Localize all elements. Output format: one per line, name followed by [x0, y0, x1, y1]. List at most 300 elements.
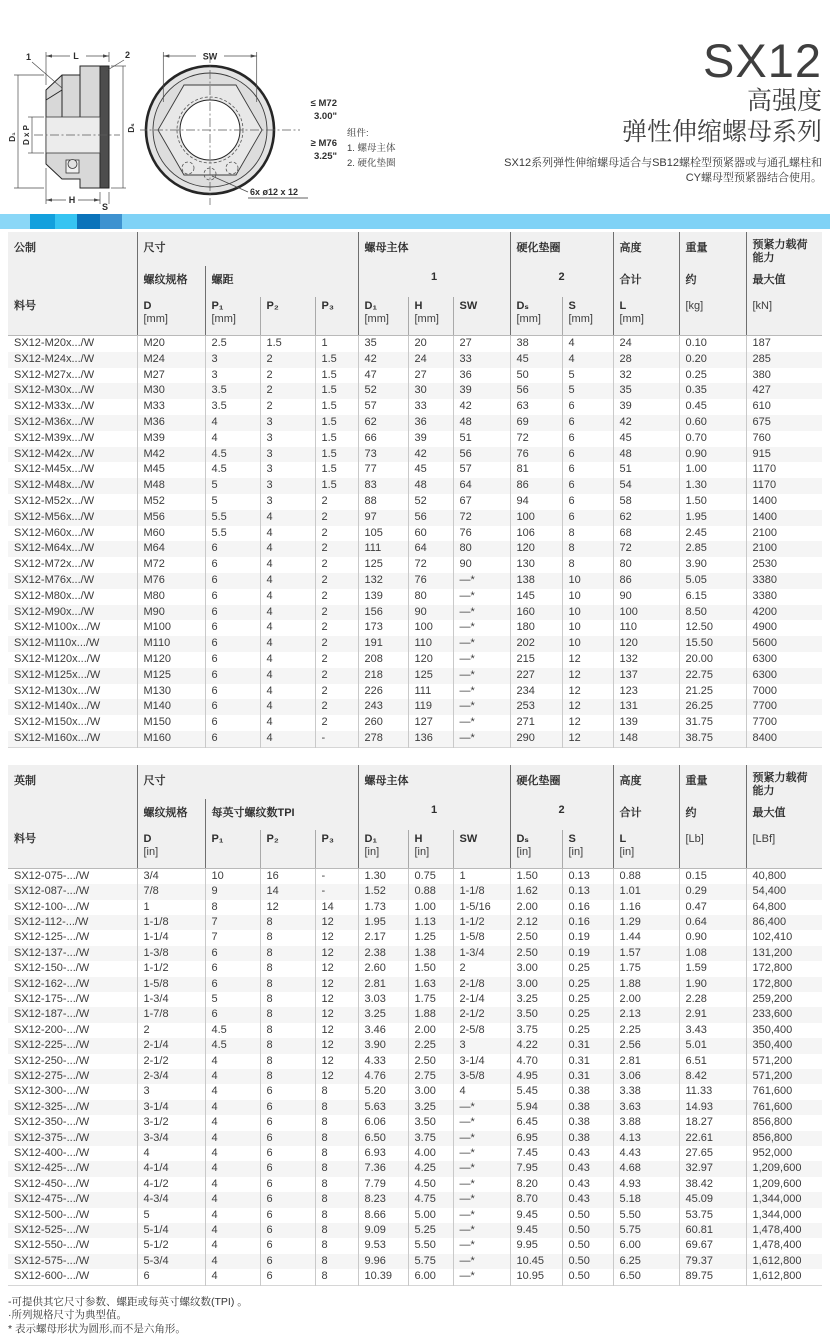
table-cell: 45 — [408, 462, 453, 478]
table-cell: —* — [453, 1146, 510, 1161]
table-row — [8, 415, 822, 431]
table-cell: 4 — [205, 1208, 260, 1223]
table-cell: 4 — [562, 352, 613, 368]
table-cell: 132 — [613, 652, 679, 668]
table-cell: 1 — [453, 868, 510, 884]
table-row — [8, 1069, 822, 1084]
table-cell: 4.5 — [205, 447, 260, 463]
table-cell: 2 — [260, 399, 315, 415]
table-cell: 131 — [613, 699, 679, 715]
table-cell: 0.13 — [562, 884, 613, 899]
table-cell: M72 — [137, 557, 205, 573]
table-row — [8, 1023, 822, 1038]
table-cell: 8 — [315, 1192, 358, 1207]
table-cell: 1 — [137, 900, 205, 915]
table-cell: 1.08 — [679, 946, 746, 961]
table-cell: 3.25 — [358, 1007, 408, 1022]
table-cell: 1.50 — [679, 494, 746, 510]
table-cell: 2 — [260, 383, 315, 399]
col-D: D [in] — [137, 830, 205, 869]
table-cell: 0.25 — [562, 1023, 613, 1038]
table-row — [8, 526, 822, 542]
table-cell: 6 — [562, 447, 613, 463]
table-cell: 1.88 — [408, 1007, 453, 1022]
table-cell: 4 — [562, 336, 613, 352]
table-cell: 6300 — [746, 652, 822, 668]
table-cell: 4 — [260, 652, 315, 668]
table-cell: 6 — [260, 1177, 315, 1192]
table-cell: 8 — [315, 1161, 358, 1176]
table-cell: 172,800 — [746, 961, 822, 976]
table-cell: 3 — [260, 431, 315, 447]
imperial-table-body — [8, 868, 822, 1285]
table-cell: SX12-550-.../W — [14, 1239, 90, 1252]
table-cell: 0.20 — [679, 352, 746, 368]
table-cell: 1.5 — [260, 336, 315, 352]
table-row — [8, 684, 822, 700]
legend-title: 组件: — [347, 128, 369, 139]
table-cell: —* — [453, 605, 510, 621]
table-cell: 3.5 — [205, 399, 260, 415]
imperial-table-header — [8, 765, 822, 869]
table-cell: 1.44 — [613, 930, 679, 945]
table-cell: 2-5/8 — [453, 1023, 510, 1038]
table-cell: 40,800 — [746, 868, 822, 884]
table-cell: 6 — [562, 415, 613, 431]
table-cell: 1.73 — [358, 900, 408, 915]
table-cell: 160 — [510, 605, 562, 621]
table-cell: 5.05 — [679, 573, 746, 589]
col-load: [kN] — [746, 297, 822, 336]
table-cell: 3 — [137, 1084, 205, 1099]
size-note-small-inch: 3.00" — [314, 111, 337, 122]
table-row — [8, 557, 822, 573]
table-cell: 54,400 — [746, 884, 822, 899]
group-preload: 预紧力载荷 能力 — [746, 765, 822, 799]
table-cell: 1.59 — [679, 961, 746, 976]
table-cell: 5 — [205, 992, 260, 1007]
table-cell: 24 — [408, 352, 453, 368]
table-cell: 69.67 — [679, 1238, 746, 1253]
table-cell: M33 — [137, 399, 205, 415]
table-cell: 1.16 — [613, 900, 679, 915]
table-cell: 8400 — [746, 731, 822, 747]
legend-item-nut-body: 1. 螺母主体 — [347, 143, 396, 154]
table-cell: 6.50 — [613, 1269, 679, 1285]
table-cell: 2-1/4 — [137, 1038, 205, 1053]
table-cell: 5 — [137, 1208, 205, 1223]
table-cell: 4 — [205, 1146, 260, 1161]
table-row — [8, 1208, 822, 1223]
table-cell: 2 — [315, 573, 358, 589]
table-row — [8, 1100, 822, 1115]
table-cell: SX12-400-.../W — [14, 1147, 90, 1160]
table-cell: 233,600 — [746, 1007, 822, 1022]
table-cell: 3.38 — [613, 1084, 679, 1099]
col-L: L [in] — [613, 830, 679, 869]
table-cell: 28 — [613, 352, 679, 368]
table-cell: 0.38 — [562, 1100, 613, 1115]
table-cell: 139 — [358, 589, 408, 605]
table-cell: 5-1/4 — [137, 1223, 205, 1238]
table-cell: - — [315, 731, 358, 747]
table-cell: 148 — [613, 731, 679, 747]
table-cell: 1.75 — [613, 961, 679, 976]
table-cell: 8 — [260, 930, 315, 945]
table-cell: 290 — [510, 731, 562, 747]
table-cell: 4.25 — [408, 1161, 453, 1176]
table-cell: 215 — [510, 652, 562, 668]
table-cell: SX12-175-.../W — [14, 992, 90, 1005]
table-cell: 53.75 — [679, 1208, 746, 1223]
table-cell: 2.5 — [205, 336, 260, 352]
table-row — [8, 336, 822, 352]
table-cell: 0.19 — [562, 930, 613, 945]
table-cell: 7.79 — [358, 1177, 408, 1192]
table-cell: 1,478,400 — [746, 1223, 822, 1238]
table-cell: 80 — [408, 589, 453, 605]
table-cell: 51 — [453, 431, 510, 447]
table-cell: 6.00 — [613, 1238, 679, 1253]
table-cell: 38.75 — [679, 731, 746, 747]
table-cell: SX12-275-.../W — [8, 1069, 137, 1084]
table-cell: 4 — [260, 684, 315, 700]
metric-section — [0, 232, 830, 748]
table-cell: 5-3/4 — [137, 1254, 205, 1269]
table-cell: SX12-087-.../W — [8, 884, 137, 899]
table-cell: 27 — [408, 368, 453, 384]
table-cell: —* — [453, 636, 510, 652]
table-cell: 8 — [315, 1115, 358, 1130]
table-cell: 62 — [613, 510, 679, 526]
table-cell: —* — [453, 1177, 510, 1192]
table-row — [8, 915, 822, 930]
table-cell: 6.00 — [408, 1269, 453, 1285]
table-cell: 97 — [358, 510, 408, 526]
table-cell: 7 — [205, 915, 260, 930]
table-cell: SX12-M48x.../W — [8, 478, 137, 494]
table-cell: 12 — [562, 699, 613, 715]
table-cell: 1400 — [746, 510, 822, 526]
table-cell: 2 — [315, 699, 358, 715]
table-cell: 6 — [562, 478, 613, 494]
table-cell: 8 — [315, 1223, 358, 1238]
table-cell: 3 — [260, 447, 315, 463]
table-cell: SX12-M64x.../W — [8, 541, 137, 557]
table-cell: 0.35 — [679, 383, 746, 399]
table-cell: 12 — [562, 668, 613, 684]
table-cell: 3.25 — [510, 992, 562, 1007]
bar-segment — [122, 214, 830, 229]
col-D1: D₁ [mm] — [358, 297, 408, 336]
table-cell: 138 — [510, 573, 562, 589]
table-cell: 20.00 — [679, 652, 746, 668]
table-cell: 4 — [205, 1177, 260, 1192]
table-cell: 4 — [205, 431, 260, 447]
table-cell: 12 — [562, 652, 613, 668]
table-row — [8, 447, 822, 463]
table-cell: 6 — [260, 1161, 315, 1176]
table-cell: 6 — [260, 1238, 315, 1253]
table-cell: 1-1/2 — [137, 961, 205, 976]
table-cell: 8.66 — [358, 1208, 408, 1223]
table-cell: M76 — [137, 573, 205, 589]
table-cell: 7.36 — [358, 1161, 408, 1176]
table-cell: 14 — [315, 900, 358, 915]
table-cell: 42 — [358, 352, 408, 368]
table-cell: 4 — [260, 605, 315, 621]
table-cell: 2 — [315, 620, 358, 636]
table-cell: 7700 — [746, 699, 822, 715]
table-cell: SX12-M24x.../W — [8, 352, 137, 368]
table-cell: 1-3/4 — [453, 946, 510, 961]
table-cell: 260 — [358, 715, 408, 731]
table-cell: SX12-M33x.../W — [14, 400, 95, 413]
table-cell: 4 — [260, 573, 315, 589]
table-cell: 6 — [205, 715, 260, 731]
col-part-number: 料号 — [8, 297, 137, 336]
table-cell: 16 — [260, 868, 315, 884]
table-cell: 106 — [510, 526, 562, 542]
table-cell: —* — [453, 1131, 510, 1146]
table-cell: 18.27 — [679, 1115, 746, 1130]
table-cell: 1,612,800 — [746, 1269, 822, 1285]
table-cell: 56 — [408, 510, 453, 526]
table-cell: SX12-M36x.../W — [8, 415, 137, 431]
table-cell: 90 — [613, 589, 679, 605]
table-cell: 1.88 — [613, 977, 679, 992]
table-cell: 0.43 — [562, 1192, 613, 1207]
table-cell: - — [315, 868, 358, 884]
table-cell: 4 — [260, 699, 315, 715]
table-cell: 9.95 — [510, 1238, 562, 1253]
table-cell: 1.75 — [408, 992, 453, 1007]
table-cell: 4 — [260, 636, 315, 652]
table-cell: 0.43 — [562, 1146, 613, 1161]
table-cell: 64 — [408, 541, 453, 557]
legend-item-washer: 2. 硬化垫圈 — [347, 158, 396, 169]
table-cell: 3.00 — [510, 977, 562, 992]
table-cell: 120 — [510, 541, 562, 557]
group-washer: 硬化垫圈 — [510, 765, 613, 799]
subgroup-total: 合计 — [613, 266, 679, 297]
table-cell: 8 — [260, 946, 315, 961]
table-row — [8, 431, 822, 447]
table-cell: 12 — [315, 1054, 358, 1069]
table-cell: 761,600 — [746, 1100, 822, 1115]
table-cell: 3-3/4 — [137, 1131, 205, 1146]
table-cell: 89.75 — [679, 1269, 746, 1285]
callout-2: 2 — [125, 50, 131, 60]
table-cell: 610 — [746, 399, 822, 415]
table-cell: 90 — [453, 557, 510, 573]
table-cell: 8 — [205, 900, 260, 915]
table-cell: 380 — [746, 368, 822, 384]
title-block — [504, 36, 822, 186]
table-cell: 4 — [205, 1238, 260, 1253]
table-cell: 8 — [315, 1146, 358, 1161]
table-cell: 90 — [408, 605, 453, 621]
table-cell: 4-1/4 — [137, 1161, 205, 1176]
table-cell: 6 — [562, 494, 613, 510]
table-cell: 62 — [358, 415, 408, 431]
table-cell: 6 — [260, 1146, 315, 1161]
table-row — [8, 573, 822, 589]
table-cell: 1-7/8 — [137, 1007, 205, 1022]
col-SW: SW — [453, 297, 510, 336]
table-cell: 2-3/4 — [137, 1069, 205, 1084]
table-cell: M160 — [137, 731, 205, 747]
table-cell: SX12-M120x.../W — [14, 652, 101, 665]
table-cell: 64,800 — [746, 900, 822, 915]
unit-system-label: 公制 — [8, 232, 137, 266]
table-cell: 72 — [408, 557, 453, 573]
table-cell: 0.47 — [679, 900, 746, 915]
table-cell: 0.15 — [679, 868, 746, 884]
table-cell: 2.91 — [679, 1007, 746, 1022]
table-cell: 8.42 — [679, 1069, 746, 1084]
table-cell: 3-1/2 — [137, 1115, 205, 1130]
series-subtitle-2: 弹性伸缩螺母系列 — [621, 118, 822, 146]
table-row — [8, 715, 822, 731]
table-cell: 60 — [408, 526, 453, 542]
table-cell: 5.75 — [408, 1254, 453, 1269]
table-cell: 2.75 — [408, 1069, 453, 1084]
table-cell: 68 — [613, 526, 679, 542]
side-view-diagram — [6, 42, 146, 212]
col-H: H [in] — [408, 830, 453, 869]
table-cell: 427 — [746, 383, 822, 399]
group-nut-body: 螺母主体 — [358, 765, 510, 799]
table-cell: SX12-162-.../W — [8, 977, 137, 992]
table-cell: 1-3/8 — [137, 946, 205, 961]
table-cell: SX12-525-.../W — [8, 1223, 137, 1238]
table-cell: 4.43 — [613, 1146, 679, 1161]
table-cell: 3.25 — [408, 1100, 453, 1115]
table-cell: 2-1/4 — [453, 992, 510, 1007]
table-cell: 0.50 — [562, 1269, 613, 1285]
table-cell: 6 — [205, 731, 260, 747]
dim-wrench-flats-label: SW — [202, 51, 218, 62]
table-cell: 4.22 — [510, 1038, 562, 1053]
table-cell: 33 — [453, 352, 510, 368]
table-cell: 2.00 — [510, 900, 562, 915]
table-cell: 63 — [510, 399, 562, 415]
table-cell: 0.88 — [408, 884, 453, 899]
table-cell: 10.45 — [510, 1254, 562, 1269]
table-cell: 1170 — [746, 462, 822, 478]
table-cell: 3.75 — [408, 1131, 453, 1146]
table-cell: 3-5/8 — [453, 1069, 510, 1084]
table-cell: 10.95 — [510, 1269, 562, 1285]
table-cell: —* — [453, 668, 510, 684]
table-cell: 24 — [613, 336, 679, 352]
bar-segment — [77, 214, 100, 229]
table-cell: SX12-575-.../W — [8, 1254, 137, 1269]
table-cell: 5600 — [746, 636, 822, 652]
table-cell: 64 — [453, 478, 510, 494]
table-cell: —* — [453, 1161, 510, 1176]
table-row — [8, 1223, 822, 1238]
table-cell: M120 — [137, 652, 205, 668]
group-washer: 硬化垫圈 — [510, 232, 613, 266]
table-cell: 2.13 — [613, 1007, 679, 1022]
table-cell: 0.50 — [562, 1238, 613, 1253]
table-cell: SX12-M76x.../W — [8, 573, 137, 589]
table-cell: 3.43 — [679, 1023, 746, 1038]
table-cell: 8 — [315, 1254, 358, 1269]
table-cell: 6 — [205, 573, 260, 589]
table-row — [8, 1254, 822, 1269]
table-row — [8, 699, 822, 715]
table-cell: 56 — [453, 447, 510, 463]
table-cell: 20 — [408, 336, 453, 352]
table-row — [8, 652, 822, 668]
table-cell: 0.50 — [562, 1223, 613, 1238]
table-cell: M52 — [137, 494, 205, 510]
table-cell: 350,400 — [746, 1023, 822, 1038]
col-P1: P₁ — [205, 830, 260, 869]
table-cell: 1-5/8 — [137, 977, 205, 992]
table-cell: SX12-M140x.../W — [8, 699, 137, 715]
subgroup-thread-spec: 螺纹规格 — [137, 799, 205, 830]
table-cell: 2.28 — [679, 992, 746, 1007]
table-cell: 12 — [315, 961, 358, 976]
table-cell: 72 — [613, 541, 679, 557]
table-cell: 130 — [510, 557, 562, 573]
table-cell: 3 — [260, 462, 315, 478]
bar-segment — [55, 214, 77, 229]
table-cell: 6 — [205, 652, 260, 668]
subgroup-nut-ref: 1 — [358, 266, 510, 297]
table-cell: 4 — [205, 1069, 260, 1084]
table-cell: 12 — [315, 1038, 358, 1053]
table-cell: SX12-M80x.../W — [14, 589, 95, 602]
table-cell: 54 — [613, 478, 679, 494]
table-cell: M48 — [137, 478, 205, 494]
table-cell: 2100 — [746, 526, 822, 542]
dim-washer-thickness-label: S — [101, 202, 109, 212]
table-cell: —* — [453, 699, 510, 715]
col-P3: P₃ — [315, 830, 358, 869]
table-cell: 1-1/8 — [137, 915, 205, 930]
table-cell: 11.33 — [679, 1084, 746, 1099]
table-cell: 3 — [260, 478, 315, 494]
table-cell: —* — [453, 652, 510, 668]
table-cell: 227 — [510, 668, 562, 684]
dim-length-label: L — [73, 51, 79, 61]
table-cell: 10.39 — [358, 1269, 408, 1285]
table-cell: 4.70 — [510, 1054, 562, 1069]
table-cell: 2530 — [746, 557, 822, 573]
dim-thread-label: D x P — [22, 124, 31, 146]
table-cell: 8 — [562, 541, 613, 557]
table-cell: 6 — [205, 668, 260, 684]
table-cell: 1400 — [746, 494, 822, 510]
table-cell: 1.52 — [358, 884, 408, 899]
page-header — [0, 0, 830, 214]
table-cell: 6 — [205, 620, 260, 636]
col-P2: P₂ — [260, 830, 315, 869]
table-cell: 7.95 — [510, 1161, 562, 1176]
table-cell: 7700 — [746, 715, 822, 731]
table-cell: 12 — [562, 684, 613, 700]
table-cell: 3.50 — [408, 1115, 453, 1130]
table-cell: 6 — [205, 684, 260, 700]
table-cell: 2-1/2 — [453, 1007, 510, 1022]
table-cell: 5.5 — [205, 526, 260, 542]
table-row — [8, 1146, 822, 1161]
